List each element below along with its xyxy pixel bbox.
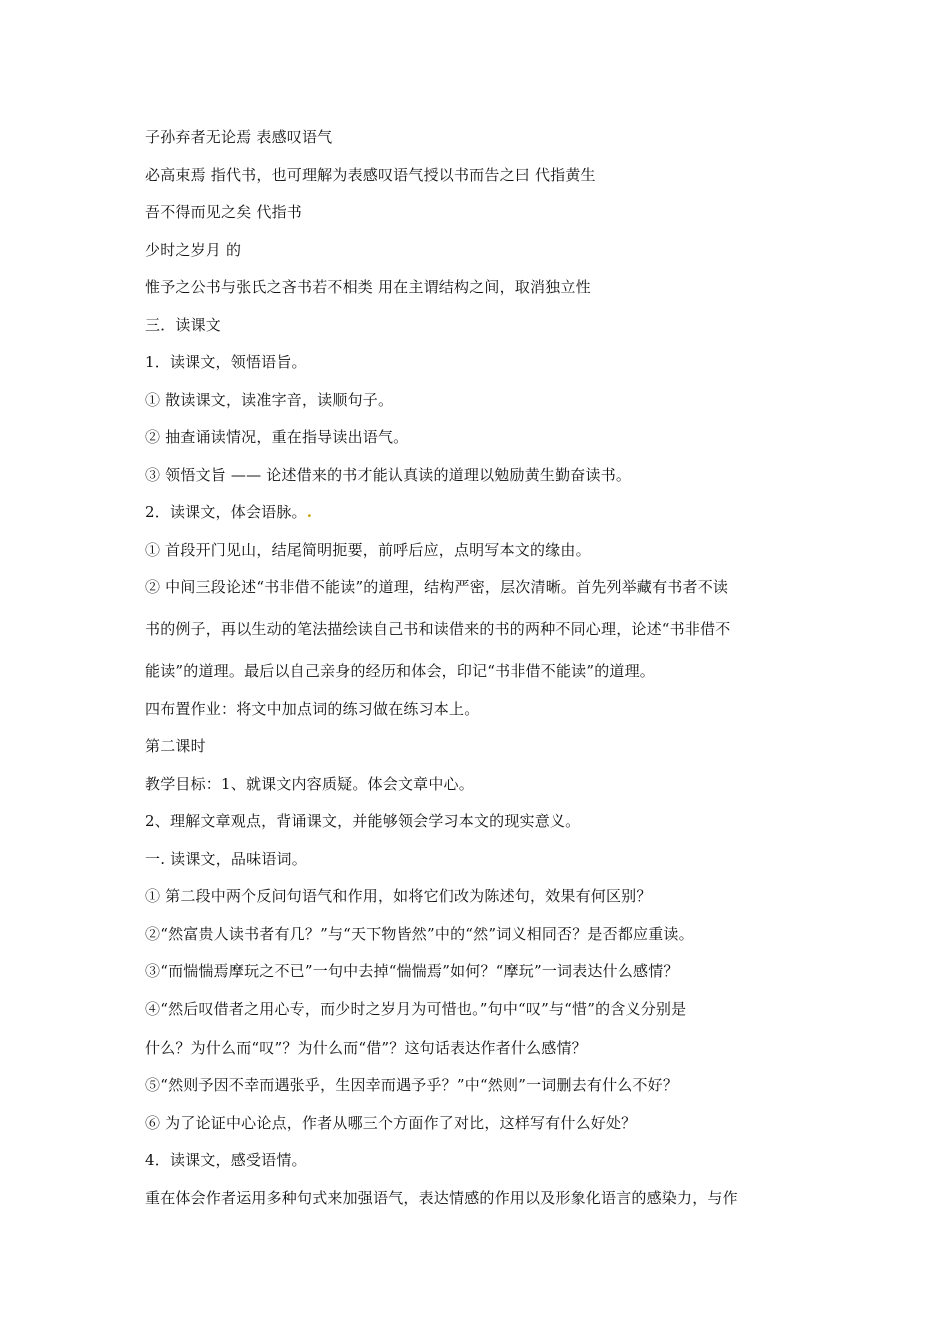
text-line: ② 中间三段论述“书非借不能读”的道理，结构严密，层次清晰。首先列举藏有书者不读 <box>145 578 729 596</box>
text-line: ① 散读课文，读准字音，读顺句子。 <box>145 390 394 409</box>
text-line: ⑥ 为了论证中心论点，作者从哪三个方面作了对比，这样写有什么好处？ <box>145 1113 637 1132</box>
text-line: 4．读课文，感受语情。 <box>145 1151 307 1169</box>
text-line: ③“而惴惴焉摩玩之不已”一句中去掉“惴惴焉”如何？“摩玩”一词表达什么感情？ <box>145 962 679 980</box>
text-line: 能读”的道理。最后以自己亲身的经历和体会，印记“书非借不能读”的道理。 <box>145 662 656 680</box>
text-line: 1．读课文，领悟语旨。 <box>145 353 307 371</box>
text-line: ②“然富贵人读书者有几？”与“天下物皆然”中的“然”词义相同否？是否都应重读。 <box>145 924 694 943</box>
text-line: 少时之岁月 的 <box>145 240 242 259</box>
section-heading: 一. 读课文，品味语词。 <box>145 849 307 868</box>
text-line: 子孙弃者无论焉 表感叹语气 <box>145 128 333 146</box>
text-line: 2、理解文章观点，背诵课文，并能够领会学习本文的现实意义。 <box>145 812 581 830</box>
text-line: 教学目标：1、就课文内容质疑。体会文章中心。 <box>145 774 474 793</box>
text-line: 重在体会作者运用多种句式来加强语气，表达情感的作用以及形象化语言的感染力，与作 <box>145 1188 738 1207</box>
text-line: 必高束焉 指代书，也可理解为表感叹语气授以书而告之曰 代指黄生 <box>145 165 596 184</box>
text-line: 惟予之公书与张氏之吝书若不相类 用在主谓结构之间，取消独立性 <box>145 278 591 296</box>
highlight-dot-mark: . <box>306 503 313 521</box>
text-line: ③ 领悟文旨 —— 论述借来的书才能认真读的道理以勉励黄生勤奋读书。 <box>145 465 632 484</box>
text-line: 四布置作业：将文中加点词的练习做在练习本上。 <box>145 699 480 718</box>
text-span: 2．读课文，体会语脉。 <box>145 503 307 521</box>
text-line: ⑤“然则予因不幸而遇张乎，生因幸而遇予乎？”中“然则”一词删去有什么不好？ <box>145 1076 679 1094</box>
text-line: 什么？为什么而“叹”？为什么而“借”？这句话表达作者什么感情？ <box>145 1038 587 1057</box>
text-line-with-mark <box>145 501 815 523</box>
text-line: ① 首段开门见山，结尾简明扼要，前呼后应，点明写本文的缘由。 <box>145 540 591 559</box>
text-line: 吾不得而见之矣 代指书 <box>145 203 302 221</box>
text-line: ④“然后叹借者之用心专，而少时之岁月为可惜也。”句中“叹”与“惜”的含义分别是 <box>145 999 687 1018</box>
document-body <box>145 126 815 1224</box>
text-line: ② 抽查诵读情况，重在指导读出语气。 <box>145 428 409 446</box>
section-heading: 三．读课文 <box>145 315 222 334</box>
text-line: ① 第二段中两个反问句语气和作用，如将它们改为陈述句，效果有何区别？ <box>145 887 652 905</box>
text-line: 书的例子，再以生动的笔法描绘读自己书和读借来的书的两种不同心理，论述“书非借不 <box>145 620 731 638</box>
section-heading: 第二课时 <box>145 737 206 755</box>
